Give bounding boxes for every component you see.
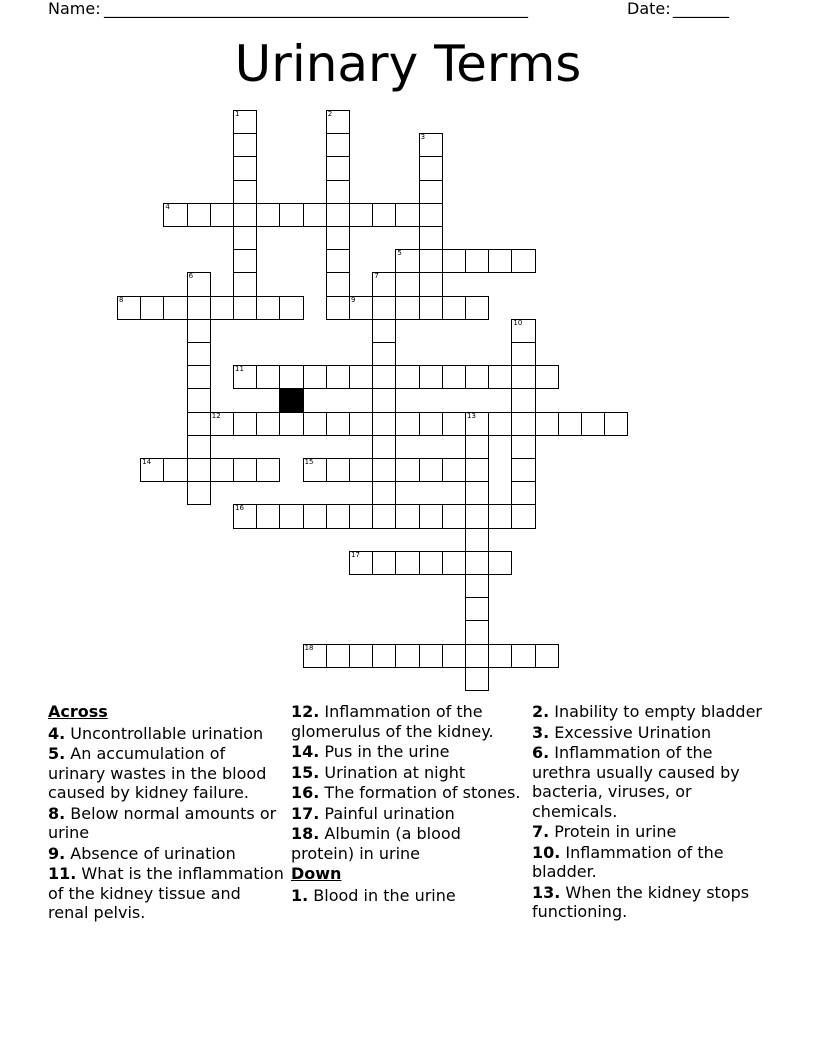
- grid-cell[interactable]: [233, 180, 257, 204]
- clue-item-number: 14.: [291, 742, 320, 761]
- grid-cell[interactable]: [465, 574, 489, 598]
- grid-cell[interactable]: [465, 412, 489, 436]
- clue-item: [48, 864, 284, 923]
- grid-cell[interactable]: [419, 249, 443, 273]
- clue-item-text: Absence of urination: [65, 843, 236, 863]
- grid-cell[interactable]: [349, 551, 373, 575]
- grid-cell[interactable]: [233, 365, 257, 389]
- page-title: Urinary Terms: [234, 35, 582, 93]
- clue-item: [48, 844, 284, 864]
- grid-cell[interactable]: [326, 226, 350, 250]
- grid-cell[interactable]: [279, 365, 303, 389]
- clue-item-text: Inflammation of the bladder.: [532, 842, 724, 881]
- clue-number: 8: [119, 295, 124, 304]
- grid-cell[interactable]: [488, 504, 512, 528]
- grid-cell[interactable]: [326, 133, 350, 157]
- grid-cell[interactable]: [233, 156, 257, 180]
- grid-cell[interactable]: [349, 504, 373, 528]
- grid-cell[interactable]: [372, 388, 396, 412]
- grid-cell[interactable]: [511, 342, 535, 366]
- grid-cell[interactable]: [558, 412, 582, 436]
- grid-cell[interactable]: [395, 644, 419, 668]
- grid-cell[interactable]: [395, 203, 419, 227]
- grid-cell[interactable]: [419, 180, 443, 204]
- grid-cell[interactable]: [210, 203, 234, 227]
- grid-cell[interactable]: [349, 412, 373, 436]
- grid-cell[interactable]: [581, 412, 605, 436]
- date-field[interactable]: _______: [673, 0, 729, 18]
- clue-column-2: [291, 702, 523, 906]
- clue-item-number: 15.: [291, 762, 320, 782]
- grid-cell[interactable]: [303, 458, 327, 482]
- clue-item-text: When the kidney stops functioning.: [532, 882, 750, 921]
- clue-item: [291, 783, 523, 803]
- clue-item-text: Urination at night: [319, 762, 466, 782]
- clue-column-1: [48, 702, 284, 924]
- grid-cell[interactable]: [372, 458, 396, 482]
- clue-item: [532, 822, 764, 842]
- grid-cell[interactable]: [488, 551, 512, 575]
- clue-item: [532, 702, 764, 722]
- grid-cell[interactable]: [372, 272, 396, 296]
- grid-cell[interactable]: [442, 365, 466, 389]
- grid-cell[interactable]: [511, 388, 535, 412]
- clue-number: 10: [513, 318, 523, 327]
- clue-item-text: Protein in urine: [549, 822, 677, 841]
- grid-cell[interactable]: [395, 504, 419, 528]
- grid-cell[interactable]: [488, 365, 512, 389]
- clue-item: [291, 804, 523, 824]
- clue-item-text: Blood in the urine: [308, 885, 456, 905]
- grid-cell[interactable]: [233, 296, 257, 320]
- grid-cell[interactable]: [163, 203, 187, 227]
- clue-number: 12: [211, 411, 221, 420]
- clue-item-text: The formation of stones.: [319, 783, 521, 802]
- clue-number: 18: [304, 643, 314, 652]
- grid-cell[interactable]: [233, 272, 257, 296]
- grid-cell[interactable]: [256, 296, 280, 320]
- grid-cell[interactable]: [395, 365, 419, 389]
- clue-number: 4: [165, 202, 170, 211]
- grid-cell[interactable]: [442, 249, 466, 273]
- grid-cell[interactable]: [465, 435, 489, 459]
- grid-cell[interactable]: [279, 296, 303, 320]
- across-clue-list: [48, 724, 284, 923]
- grid-cell[interactable]: [465, 528, 489, 552]
- grid-cell[interactable]: [511, 249, 535, 273]
- grid-cell[interactable]: [395, 296, 419, 320]
- grid-cell[interactable]: [140, 458, 164, 482]
- clue-item: [291, 742, 523, 762]
- clue-item-text: An accumulation of urinary wastes in the blood caused by kidney failure.: [48, 744, 267, 802]
- grid-cell[interactable]: [372, 551, 396, 575]
- clue-item-number: 3.: [532, 722, 550, 742]
- clue-item-text: Inability to empty bladder: [549, 702, 762, 721]
- clue-column-3: [532, 702, 764, 923]
- clue-number: 2: [327, 110, 333, 118]
- across-heading: Across: [48, 702, 108, 721]
- clue-item: [532, 843, 764, 882]
- clue-item-number: 1.: [291, 885, 309, 905]
- grid-cell[interactable]: [372, 203, 396, 227]
- clue-item-text: Inflammation of the glomerulus of the kidney.: [291, 702, 494, 741]
- grid-cell[interactable]: [372, 296, 396, 320]
- grid-cell[interactable]: [511, 412, 535, 436]
- grid-cell[interactable]: [187, 342, 211, 366]
- clue-item-text: Albumin (a blood protein) in urine: [291, 824, 461, 863]
- across-clue-list-continued: [291, 702, 523, 863]
- grid-cell[interactable]: [326, 644, 350, 668]
- grid-cell[interactable]: [419, 133, 443, 157]
- clue-item: [291, 886, 523, 906]
- grid-cell[interactable]: [465, 458, 489, 482]
- grid-cell[interactable]: [187, 458, 211, 482]
- grid-cell[interactable]: [349, 365, 373, 389]
- grid-cell[interactable]: [187, 412, 211, 436]
- grid-cell[interactable]: [256, 412, 280, 436]
- grid-cell[interactable]: [279, 504, 303, 528]
- grid-cell[interactable]: [233, 504, 257, 528]
- grid-cell[interactable]: [349, 458, 373, 482]
- grid-cell[interactable]: [511, 319, 535, 343]
- grid-cell[interactable]: [419, 551, 443, 575]
- clue-item-text: What is the inflammation of the kidney tissue and renal pelvis.: [48, 864, 284, 922]
- clue-item: [532, 723, 764, 743]
- clue-number: 5: [397, 249, 402, 258]
- grid-cell[interactable]: [372, 644, 396, 668]
- grid-cell[interactable]: [465, 365, 489, 389]
- grid-cell[interactable]: [233, 133, 257, 157]
- date-label: Date:: [627, 0, 671, 18]
- grid-cell[interactable]: [419, 226, 443, 250]
- grid-cell[interactable]: [395, 412, 419, 436]
- clue-item: [291, 824, 523, 863]
- grid-cell[interactable]: [256, 203, 280, 227]
- grid-cell[interactable]: [326, 110, 350, 134]
- grid-cell[interactable]: [442, 412, 466, 436]
- grid-cell[interactable]: [303, 203, 327, 227]
- grid-cell[interactable]: [465, 296, 489, 320]
- clue-number: 17: [351, 550, 360, 559]
- name-label: Name:: [48, 0, 101, 18]
- clue-item: [532, 743, 764, 821]
- grid-cell[interactable]: [233, 412, 257, 436]
- clue-item-number: 4.: [48, 723, 66, 743]
- grid-cell[interactable]: [210, 458, 234, 482]
- clue-number: 13: [467, 411, 476, 420]
- grid-cell[interactable]: [326, 458, 350, 482]
- grid-cell[interactable]: [303, 504, 327, 528]
- clue-item-number: 11.: [48, 864, 77, 883]
- clue-item-number: 2.: [532, 702, 550, 721]
- clue-item: [532, 883, 764, 922]
- clue-item: [48, 804, 284, 843]
- grid-cell[interactable]: [279, 203, 303, 227]
- grid-cell[interactable]: [442, 504, 466, 528]
- clue-item-number: 6.: [532, 743, 550, 762]
- grid-cell[interactable]: [535, 412, 559, 436]
- clue-item-number: 8.: [48, 803, 66, 823]
- clue-number: 14: [142, 458, 152, 466]
- grid-cell[interactable]: [488, 249, 512, 273]
- black-square: [279, 388, 303, 412]
- clue-item-number: 17.: [291, 803, 320, 823]
- grid-cell[interactable]: [465, 504, 489, 528]
- grid-cell[interactable]: [372, 342, 396, 366]
- grid-cell[interactable]: [349, 203, 373, 227]
- clue-item-number: 5.: [48, 744, 66, 763]
- clue-item-number: 16.: [291, 783, 320, 802]
- grid-cell[interactable]: [419, 272, 443, 296]
- grid-cell[interactable]: [442, 296, 466, 320]
- grid-cell[interactable]: [140, 296, 164, 320]
- grid-cell[interactable]: [326, 156, 350, 180]
- clue-item: [291, 763, 523, 783]
- grid-cell[interactable]: [395, 551, 419, 575]
- grid-cell[interactable]: [465, 620, 489, 644]
- grid-cell[interactable]: [604, 412, 628, 436]
- grid-cell[interactable]: [511, 504, 535, 528]
- grid-cell[interactable]: [326, 272, 350, 296]
- clue-number: 6: [188, 272, 194, 281]
- grid-cell[interactable]: [419, 458, 443, 482]
- grid-cell[interactable]: [372, 365, 396, 389]
- down-clue-list: [291, 886, 523, 906]
- grid-cell[interactable]: [419, 412, 443, 436]
- clue-item-number: 7.: [532, 822, 550, 841]
- clue-number: 3: [420, 133, 426, 142]
- grid-cell[interactable]: [372, 319, 396, 343]
- grid-cell[interactable]: [326, 180, 350, 204]
- grid-cell[interactable]: [326, 365, 350, 389]
- clue-number: 15: [304, 458, 314, 466]
- grid-cell[interactable]: [535, 365, 559, 389]
- grid-cell[interactable]: [419, 156, 443, 180]
- grid-cell[interactable]: [326, 249, 350, 273]
- grid-cell[interactable]: [511, 365, 535, 389]
- grid-cell[interactable]: [535, 644, 559, 668]
- grid-cell[interactable]: [419, 644, 443, 668]
- clue-item-number: 9.: [48, 843, 66, 863]
- grid-cell[interactable]: [326, 203, 350, 227]
- grid-cell[interactable]: [372, 481, 396, 505]
- grid-cell[interactable]: [210, 412, 234, 436]
- grid-cell[interactable]: [511, 644, 535, 668]
- clue-item-text: Uncontrollable urination: [65, 723, 264, 743]
- grid-cell[interactable]: [163, 458, 187, 482]
- grid-cell[interactable]: [187, 365, 211, 389]
- grid-cell[interactable]: [187, 319, 211, 343]
- grid-cell[interactable]: [511, 435, 535, 459]
- grid-cell[interactable]: [117, 296, 141, 320]
- grid-cell[interactable]: [256, 458, 280, 482]
- grid-cell[interactable]: [511, 481, 535, 505]
- grid-cell[interactable]: [488, 412, 512, 436]
- grid-cell[interactable]: [465, 597, 489, 621]
- clue-item-number: 12.: [291, 702, 320, 721]
- clue-item-text: Pus in the urine: [319, 742, 450, 761]
- clue-item-text: Excessive Urination: [549, 722, 712, 742]
- grid-cell[interactable]: [465, 481, 489, 505]
- grid-cell[interactable]: [187, 435, 211, 459]
- grid-cell[interactable]: [465, 551, 489, 575]
- clue-item: [291, 702, 523, 741]
- clue-number: 9: [351, 295, 356, 304]
- grid-cell[interactable]: [465, 644, 489, 668]
- clue-item-text: Inflammation of the urethra usually caused by bacteria, viruses, or chemicals.: [532, 743, 740, 821]
- grid-cell[interactable]: [326, 504, 350, 528]
- grid-cell[interactable]: [233, 110, 257, 134]
- grid-cell[interactable]: [233, 249, 257, 273]
- grid-cell[interactable]: [326, 412, 350, 436]
- grid-cell[interactable]: [233, 226, 257, 250]
- grid-cell[interactable]: [442, 644, 466, 668]
- grid-cell[interactable]: [465, 667, 489, 691]
- clue-item-text: Painful urination: [319, 803, 455, 823]
- grid-cell[interactable]: [419, 203, 443, 227]
- clue-item: [48, 744, 284, 803]
- name-field[interactable]: _____________________________________________________: [104, 0, 528, 18]
- grid-cell[interactable]: [419, 365, 443, 389]
- grid-cell[interactable]: [511, 458, 535, 482]
- grid-cell[interactable]: [256, 365, 280, 389]
- clue-number: 1: [235, 110, 240, 118]
- grid-cell[interactable]: [187, 203, 211, 227]
- clue-item-number: 18.: [291, 824, 320, 843]
- grid-cell[interactable]: [419, 504, 443, 528]
- grid-cell[interactable]: [465, 249, 489, 273]
- grid-cell[interactable]: [372, 412, 396, 436]
- grid-cell[interactable]: [372, 435, 396, 459]
- down-heading: Down: [291, 864, 342, 883]
- grid-cell[interactable]: [303, 644, 327, 668]
- grid-cell[interactable]: [488, 644, 512, 668]
- down-clue-list-continued: [532, 702, 764, 922]
- grid-cell[interactable]: [395, 249, 419, 273]
- grid-cell[interactable]: [256, 504, 280, 528]
- grid-cell[interactable]: [303, 412, 327, 436]
- grid-cell[interactable]: [233, 458, 257, 482]
- grid-cell[interactable]: [187, 272, 211, 296]
- clue-number: 7: [374, 272, 379, 281]
- grid-cell[interactable]: [372, 504, 396, 528]
- grid-cell[interactable]: [279, 412, 303, 436]
- clue-item-number: 10.: [532, 842, 561, 862]
- grid-cell[interactable]: [349, 644, 373, 668]
- grid-cell[interactable]: [326, 296, 350, 320]
- grid-cell[interactable]: [442, 458, 466, 482]
- clue-item: [48, 724, 284, 744]
- grid-cell[interactable]: [187, 296, 211, 320]
- grid-cell[interactable]: [419, 296, 443, 320]
- grid-cell[interactable]: [349, 296, 373, 320]
- clue-number: 11: [235, 365, 244, 374]
- grid-cell[interactable]: [163, 296, 187, 320]
- grid-cell[interactable]: [187, 388, 211, 412]
- clue-item-number: 13.: [532, 882, 561, 902]
- clue-item-text: Below normal amounts or urine: [48, 803, 277, 842]
- grid-cell[interactable]: [442, 551, 466, 575]
- grid-cell[interactable]: [233, 203, 257, 227]
- grid-cell[interactable]: [187, 481, 211, 505]
- grid-cell[interactable]: [303, 365, 327, 389]
- grid-cell[interactable]: [395, 458, 419, 482]
- clue-number: 16: [235, 504, 244, 513]
- grid-cell[interactable]: [210, 296, 234, 320]
